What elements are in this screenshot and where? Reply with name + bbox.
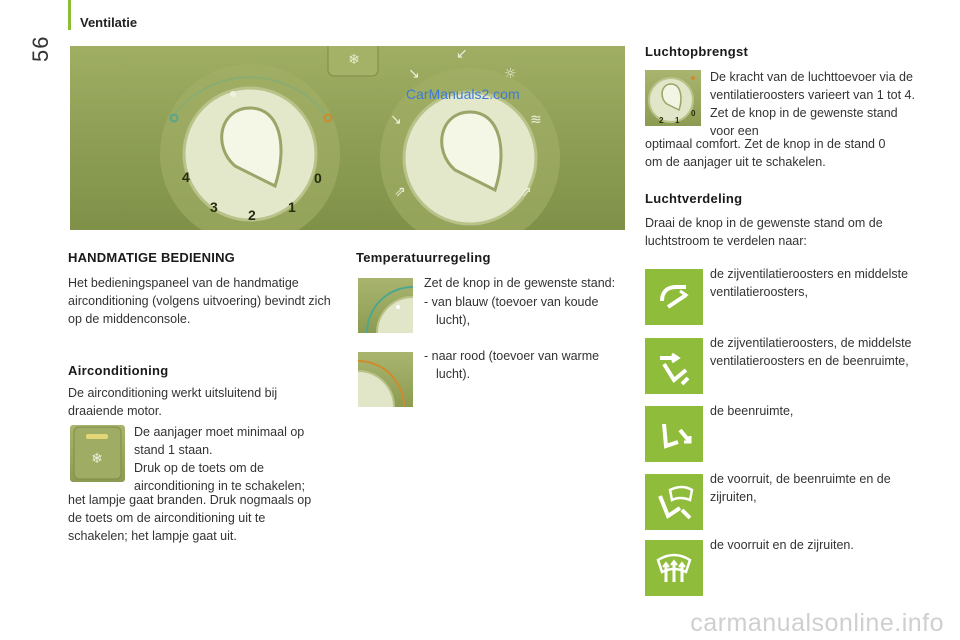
fan-dial-thumbnail bbox=[645, 70, 701, 126]
luchtverdeling-item-4: de voorruit, de beenruimte en de zijruiten, bbox=[710, 472, 891, 504]
section-title: Ventilatie bbox=[80, 15, 138, 30]
temp-blue-drawing bbox=[358, 278, 413, 333]
defrost-icon bbox=[645, 540, 703, 596]
dist-glyph-5: ≋ bbox=[530, 112, 542, 128]
ac-button-drawing bbox=[70, 425, 125, 482]
temp-red-drawing bbox=[358, 352, 413, 407]
svg-text:0: 0 bbox=[691, 109, 696, 118]
ac-button-thumbnail bbox=[70, 425, 125, 482]
svg-text:2: 2 bbox=[659, 116, 664, 125]
temperatuur-intro: Zet de knop in de gewenste stand: bbox=[424, 276, 616, 290]
airco-body: De airconditioning werkt uitsluitend bij draaiende motor. bbox=[68, 386, 278, 418]
luchtverdeling-item-1: de zijventilatieroosters en middelste ventilatieroosters, bbox=[710, 267, 909, 299]
dist-glyph-3: ↙ bbox=[456, 46, 468, 62]
control-panel-drawing bbox=[70, 46, 625, 230]
ac-snowflake-glyph: ❄ bbox=[348, 52, 360, 68]
fan-label-1: 1 bbox=[288, 199, 296, 215]
fan-dial-thumb-drawing bbox=[645, 70, 701, 126]
temp-blue-thumbnail bbox=[358, 278, 413, 333]
dist-glyph-2: ↘ bbox=[408, 66, 420, 82]
luchtverdeling-item-2: de zijventilatieroosters, de middelste ventilatieroosters en de beenruimte, bbox=[710, 336, 912, 368]
snowflake-icon: ❄ bbox=[91, 451, 103, 467]
temperatuur-item-1: - van blauw (toevoer van koude lucht), bbox=[424, 295, 599, 327]
dist-glyph-4: ☼ bbox=[504, 66, 517, 82]
face-feet-icon bbox=[645, 338, 703, 394]
handmatige-title: HANDMATIGE BEDIENING bbox=[68, 250, 235, 265]
luchtverdeling-item-5: de voorruit en de zijruiten. bbox=[710, 538, 854, 552]
windscreen-feet-icon bbox=[645, 474, 703, 530]
airco-note-2a: Druk op de toets om de airconditioning in te schakelen; bbox=[134, 461, 305, 493]
fan-label-3: 3 bbox=[210, 199, 218, 215]
fan-dial-dot bbox=[230, 91, 236, 97]
handmatige-body: Het bedieningspaneel van de handmatige airconditioning (volgens uitvoering) bevindt zich op de middenconsole. bbox=[68, 276, 331, 326]
face-vent-icon bbox=[645, 269, 703, 325]
svg-text:1: 1 bbox=[675, 116, 680, 125]
luchtverdeling-item-3: de beenruimte, bbox=[710, 404, 794, 418]
luchtverdeling-title: Luchtverdeling bbox=[645, 191, 743, 206]
temperatuur-title: Temperatuurregeling bbox=[356, 250, 491, 265]
section-rule bbox=[68, 0, 71, 30]
page-number: 56 bbox=[28, 35, 53, 62]
airco-note-2b: het lampje gaat branden. Druk nogmaals op de toets om de airconditioning uit te schakelen; het lampje gaat uit. bbox=[68, 493, 312, 543]
fan-label-2: 2 bbox=[248, 207, 256, 223]
footer-watermark: carmanualsonline.info bbox=[690, 609, 944, 637]
dist-glyph-6: ⇗ bbox=[394, 184, 406, 200]
fan-label-4: 4 bbox=[182, 169, 190, 185]
luchtopbrengst-title: Luchtopbrengst bbox=[645, 44, 749, 59]
carmanuals-watermark: CarManuals2.com bbox=[406, 86, 520, 102]
feet-icon bbox=[645, 406, 703, 462]
luchtopbrengst-body-a: De kracht van de luchttoevoer via de ventilatieroosters varieert van 1 tot 4. Zet de knop in de gewenste stand voor een bbox=[710, 70, 915, 138]
dist-glyph-1: ↘ bbox=[390, 112, 402, 128]
luchtverdeling-intro: Draai de knop in de gewenste stand om de luchtstroom te verdelen naar: bbox=[645, 216, 883, 248]
airco-note-1: De aanjager moet minimaal op stand 1 staan. bbox=[134, 425, 305, 457]
temperatuur-item-2: - naar rood (toevoer van warme lucht). bbox=[424, 349, 600, 381]
dist-glyph-7: ⇗ bbox=[520, 184, 532, 200]
temp-red-thumbnail bbox=[358, 352, 413, 407]
ac-lamp-indicator bbox=[86, 434, 108, 439]
fan-label-0: 0 bbox=[314, 170, 322, 186]
control-panel-image bbox=[70, 46, 625, 230]
luchtopbrengst-body-b: optimaal comfort. Zet de knop in de stand 0 om de aanjager uit te schakelen. bbox=[645, 137, 886, 169]
airco-title: Airconditioning bbox=[68, 363, 169, 378]
